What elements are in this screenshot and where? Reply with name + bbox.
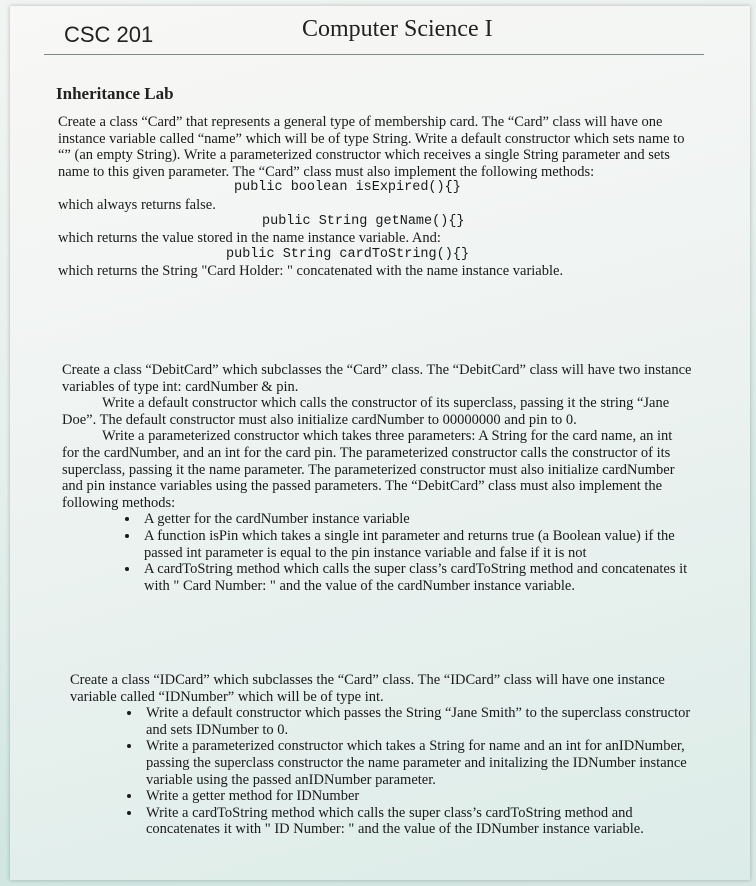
- list-item: • A function isPin which takes a single int parameter and returns true (a Boolean value) if the passed int parameter is equal to the pin instance variable and false if it is not: [140, 528, 692, 561]
- debitcard-section: [62, 362, 692, 594]
- card-intro: Create a class “Card” that represents a general type of membership card. The “Card” class will have one instance variable called “name” which will be of type String. Write a default constructor which sets name to “” (an empty String). Write a parameterized constructor which receives a single String parameter and sets name to this given parameter. The “Card” class must also implement the following methods:: [58, 114, 685, 180]
- lab-title: Inheritance Lab: [56, 84, 174, 103]
- method-isexpired-code: public boolean isExpired(){}: [234, 180, 461, 196]
- list-item: • Write a parameterized constructor which takes a String for name and an int for anIDNumber, passing the superclass constructor the name parameter and initalizing the IDNumber instance variable using the passed anIDNumber parameter.: [142, 738, 700, 788]
- card-section: [58, 114, 688, 280]
- debitcard-param-ctor: Write a parameterized constructor which takes three parameters: A String for the card name, an int for the cardNumber, and an int for the card pin. The parameterized constructor calls the constructor of its superclass, passing it the name parameter. The parameterized constructor must also initialize cardNumber and pin instance variables using the passed parameters. The “DebitCard” class must also implement the following methods:: [62, 428, 675, 511]
- document-page: [10, 6, 750, 880]
- idcard-section: [70, 672, 700, 838]
- course-name: Computer Science I: [302, 16, 493, 42]
- debitcard-method-list: [62, 511, 692, 594]
- list-item: • A getter for the cardNumber instance variable: [140, 511, 692, 528]
- method-cardtostring-desc: which returns the String "Card Holder: " concatenated with the name instance variable.: [58, 263, 564, 280]
- method-isexpired-desc: which always returns false.: [58, 196, 216, 213]
- method-cardtostring-code: public String cardToString(){}: [226, 246, 470, 262]
- method-getname-code: public String getName(){}: [262, 213, 465, 229]
- list-item: • Write a getter method for IDNumber: [142, 788, 700, 805]
- list-item: • Write a cardToString method which calls the super class’s cardToString method and concatenates it with " ID Number: " and the value of the IDNumber instance variable.: [142, 805, 700, 838]
- page-header: [44, 10, 704, 55]
- debitcard-intro: Create a class “DebitCard” which subclasses the “Card” class. The “DebitCard” class will have two instance variables of type int: cardNumber & pin.: [62, 362, 692, 395]
- course-code: CSC 201: [64, 22, 154, 47]
- idcard-method-list: [70, 705, 700, 838]
- list-item: • A cardToString method which calls the super class’s cardToString method and concatenates it with " Card Number: " and the value of the cardNumber instance variable.: [140, 561, 692, 594]
- debitcard-default-ctor: Write a default constructor which calls the constructor of its superclass, passing it the string “Jane Doe”. The default constructor must also initialize cardNumber to 00000000 and pin to 0.: [62, 395, 670, 428]
- list-item: • Write a default constructor which passes the String “Jane Smith” to the superclass constructor and sets IDNumber to 0.: [142, 705, 700, 738]
- method-getname-desc: which returns the value stored in the name instance variable. And:: [58, 230, 441, 247]
- idcard-intro: Create a class “IDCard” which subclasses the “Card” class. The “IDCard” class will have one instance variable called “IDNumber” which will be of type int.: [70, 672, 665, 705]
